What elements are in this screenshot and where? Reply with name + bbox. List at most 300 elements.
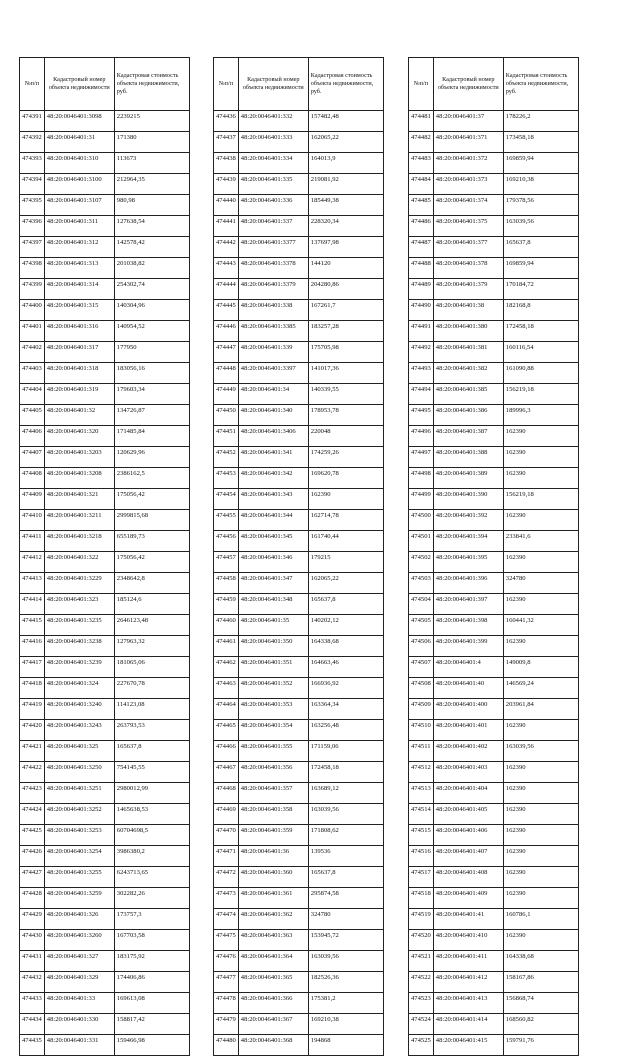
cadastral-number: 48:20:0046401:3208	[44, 468, 114, 489]
registry-table-1	[19, 57, 190, 1056]
row-number: 474393	[20, 153, 45, 174]
table-row	[409, 678, 579, 699]
cadastral-number: 48:20:0046401:407	[433, 846, 503, 867]
cadastral-value: 175056,42	[114, 489, 189, 510]
cadastral-value: 263793,53	[114, 720, 189, 741]
row-number: 474433	[20, 993, 45, 1014]
cadastral-value: 182168,8	[503, 300, 578, 321]
cadastral-number: 48:20:0046401:386	[433, 405, 503, 426]
table-row	[214, 867, 384, 888]
table-row	[409, 993, 579, 1014]
cadastral-number: 48:20:0046401:347	[238, 573, 308, 594]
table-row	[409, 195, 579, 216]
cadastral-value: 161740,44	[308, 531, 383, 552]
row-number: 474500	[409, 510, 434, 531]
row-number: 474501	[409, 531, 434, 552]
cadastral-number: 48:20:0046401:317	[44, 342, 114, 363]
table-row	[409, 951, 579, 972]
cadastral-number: 48:20:0046401:404	[433, 783, 503, 804]
table-row	[409, 594, 579, 615]
cadastral-number: 48:20:0046401:414	[433, 1014, 503, 1035]
table-row	[409, 531, 579, 552]
cadastral-value: 175705,98	[308, 342, 383, 363]
table-row	[409, 342, 579, 363]
row-number: 474403	[20, 363, 45, 384]
cadastral-value: 179215	[308, 552, 383, 573]
row-number: 474518	[409, 888, 434, 909]
cadastral-value: 212964,35	[114, 174, 189, 195]
cadastral-number: 48:20:0046401:395	[433, 552, 503, 573]
table-row	[214, 741, 384, 762]
cadastral-value: 2386162,5	[114, 468, 189, 489]
cadastral-value: 165637,8	[308, 594, 383, 615]
table-row	[409, 552, 579, 573]
row-number: 474514	[409, 804, 434, 825]
cadastral-value: 166936,92	[308, 678, 383, 699]
cadastral-value: 201038,82	[114, 258, 189, 279]
cadastral-number: 48:20:0046401:336	[238, 195, 308, 216]
cadastral-value: 2980012,99	[114, 783, 189, 804]
row-number: 474499	[409, 489, 434, 510]
cadastral-value: 3986380,2	[114, 846, 189, 867]
cadastral-value: 254302,74	[114, 279, 189, 300]
table-row	[20, 1035, 190, 1056]
table-row	[20, 426, 190, 447]
row-number: 474486	[409, 216, 434, 237]
row-number: 474413	[20, 573, 45, 594]
cadastral-value: 162390	[503, 846, 578, 867]
row-number: 474506	[409, 636, 434, 657]
row-number: 474449	[214, 384, 239, 405]
cadastral-value: 113673	[114, 153, 189, 174]
row-number: 474495	[409, 405, 434, 426]
row-number: 474507	[409, 657, 434, 678]
table-row	[20, 447, 190, 468]
cadastral-number: 48:20:0046401:389	[433, 468, 503, 489]
cadastral-value: 144120	[308, 258, 383, 279]
row-number: 474430	[20, 930, 45, 951]
row-number: 474412	[20, 552, 45, 573]
table-row	[214, 237, 384, 258]
table-row	[214, 804, 384, 825]
table-row	[214, 825, 384, 846]
cadastral-number: 48:20:0046401:374	[433, 195, 503, 216]
cadastral-value: 183175,92	[114, 951, 189, 972]
table-row	[409, 405, 579, 426]
cadastral-value: 179603,34	[114, 384, 189, 405]
cadastral-value: 120629,96	[114, 447, 189, 468]
cadastral-value: 156219,18	[503, 489, 578, 510]
table-row	[20, 699, 190, 720]
table-row	[214, 510, 384, 531]
cadastral-value: 171159,06	[308, 741, 383, 762]
cadastral-number: 48:20:0046401:359	[238, 825, 308, 846]
cadastral-value: 168560,82	[503, 1014, 578, 1035]
cadastral-value: 140202,12	[308, 615, 383, 636]
table-row	[214, 888, 384, 909]
row-number: 474415	[20, 615, 45, 636]
cadastral-value: 172458,18	[308, 762, 383, 783]
cadastral-value: 162714,78	[308, 510, 383, 531]
cadastral-value: 163256,48	[308, 720, 383, 741]
cadastral-value: 183257,28	[308, 321, 383, 342]
cadastral-number: 48:20:0046401:402	[433, 741, 503, 762]
row-number: 474402	[20, 342, 45, 363]
cadastral-value: 172458,18	[503, 321, 578, 342]
row-number: 474421	[20, 741, 45, 762]
cadastral-number: 48:20:0046401:365	[238, 972, 308, 993]
row-number: 474511	[409, 741, 434, 762]
cadastral-number: 48:20:0046401:3238	[44, 636, 114, 657]
cadastral-number: 48:20:0046401:363	[238, 930, 308, 951]
table-row	[409, 846, 579, 867]
row-number: 474451	[214, 426, 239, 447]
cadastral-number: 48:20:0046401:318	[44, 363, 114, 384]
cadastral-value: 169620,78	[308, 468, 383, 489]
row-number: 474458	[214, 573, 239, 594]
row-number: 474459	[214, 594, 239, 615]
row-number: 474468	[214, 783, 239, 804]
table-row	[409, 888, 579, 909]
cadastral-value: 295874,58	[308, 888, 383, 909]
row-number: 474428	[20, 888, 45, 909]
cadastral-number: 48:20:0046401:399	[433, 636, 503, 657]
table-row	[214, 762, 384, 783]
table-row	[214, 342, 384, 363]
cadastral-value: 60704698,5	[114, 825, 189, 846]
table-row	[20, 594, 190, 615]
cadastral-number: 48:20:0046401:360	[238, 867, 308, 888]
row-number: 474469	[214, 804, 239, 825]
cadastral-number: 48:20:0046401:333	[238, 132, 308, 153]
row-number: 474504	[409, 594, 434, 615]
cadastral-value: 160116,54	[503, 342, 578, 363]
header-cadastral-number: Кадастровый номер объекта недвижимости	[238, 58, 308, 111]
cadastral-value: 156868,74	[503, 993, 578, 1014]
table-row	[409, 930, 579, 951]
table-row	[214, 783, 384, 804]
cadastral-value: 324780	[308, 909, 383, 930]
row-number: 474487	[409, 237, 434, 258]
cadastral-number: 48:20:0046401:3406	[238, 426, 308, 447]
row-number: 474490	[409, 300, 434, 321]
cadastral-number: 48:20:0046401:3239	[44, 657, 114, 678]
cadastral-number: 48:20:0046401:340	[238, 405, 308, 426]
row-number: 474477	[214, 972, 239, 993]
row-number: 474521	[409, 951, 434, 972]
table-row	[214, 153, 384, 174]
cadastral-value: 165637,8	[308, 867, 383, 888]
cadastral-number: 48:20:0046401:3397	[238, 363, 308, 384]
cadastral-value: 183056,16	[114, 363, 189, 384]
cadastral-value: 324780	[503, 573, 578, 594]
row-number: 474488	[409, 258, 434, 279]
cadastral-number: 48:20:0046401:311	[44, 216, 114, 237]
header-number: №п/п	[214, 58, 239, 111]
cadastral-number: 48:20:0046401:3251	[44, 783, 114, 804]
table-row	[20, 762, 190, 783]
cadastral-value: 220048	[308, 426, 383, 447]
row-number: 474456	[214, 531, 239, 552]
row-number: 474408	[20, 468, 45, 489]
cadastral-number: 48:20:0046401:3211	[44, 510, 114, 531]
table-row	[409, 1035, 579, 1056]
table-row	[409, 762, 579, 783]
table-row	[214, 447, 384, 468]
table-row	[214, 678, 384, 699]
row-number: 474447	[214, 342, 239, 363]
row-number: 474505	[409, 615, 434, 636]
cadastral-value: 164663,46	[308, 657, 383, 678]
table-row	[214, 111, 384, 132]
table-row	[409, 321, 579, 342]
cadastral-number: 48:20:0046401:401	[433, 720, 503, 741]
registry-table-2	[213, 57, 384, 1056]
table-row	[20, 783, 190, 804]
cadastral-value: 163039,56	[503, 741, 578, 762]
row-number: 474454	[214, 489, 239, 510]
cadastral-number: 48:20:0046401:357	[238, 783, 308, 804]
cadastral-value: 157482,48	[308, 111, 383, 132]
cadastral-number: 48:20:0046401:371	[433, 132, 503, 153]
cadastral-value: 139536	[308, 846, 383, 867]
cadastral-value: 162390	[503, 825, 578, 846]
cadastral-number: 48:20:0046401:3377	[238, 237, 308, 258]
table-row	[409, 384, 579, 405]
cadastral-value: 159466,98	[114, 1035, 189, 1056]
cadastral-value: 185124,6	[114, 594, 189, 615]
row-number: 474524	[409, 1014, 434, 1035]
cadastral-number: 48:20:0046401:377	[433, 237, 503, 258]
table-row	[409, 468, 579, 489]
cadastral-value: 164338,68	[308, 636, 383, 657]
cadastral-value: 162390	[503, 930, 578, 951]
table-row	[20, 216, 190, 237]
cadastral-value: 171380	[114, 132, 189, 153]
table-row	[409, 489, 579, 510]
cadastral-value: 162390	[503, 447, 578, 468]
table-row	[20, 930, 190, 951]
table-row	[20, 111, 190, 132]
cadastral-value: 127638,54	[114, 216, 189, 237]
table-row	[20, 153, 190, 174]
table-row	[214, 426, 384, 447]
cadastral-value: 127963,32	[114, 636, 189, 657]
cadastral-value: 174259,26	[308, 447, 383, 468]
table-row	[214, 951, 384, 972]
cadastral-value: 134726,87	[114, 405, 189, 426]
cadastral-number: 48:20:0046401:31	[44, 132, 114, 153]
cadastral-value: 169210,38	[503, 174, 578, 195]
cadastral-value: 158167,86	[503, 972, 578, 993]
row-number: 474465	[214, 720, 239, 741]
row-number: 474522	[409, 972, 434, 993]
table-row	[20, 363, 190, 384]
cadastral-number: 48:20:0046401:398	[433, 615, 503, 636]
row-number: 474400	[20, 300, 45, 321]
cadastral-number: 48:20:0046401:354	[238, 720, 308, 741]
row-number: 474455	[214, 510, 239, 531]
row-number: 474416	[20, 636, 45, 657]
cadastral-number: 48:20:0046401:3240	[44, 699, 114, 720]
table-row	[409, 741, 579, 762]
cadastral-value: 140304,96	[114, 300, 189, 321]
cadastral-number: 48:20:0046401:355	[238, 741, 308, 762]
row-number: 474407	[20, 447, 45, 468]
table-row	[214, 489, 384, 510]
table-row	[214, 531, 384, 552]
cadastral-value: 980,98	[114, 195, 189, 216]
header-cadastral-value: Кадастровая стоимость объекта недвижимости, руб.	[308, 58, 383, 111]
table-row	[214, 279, 384, 300]
row-number: 474399	[20, 279, 45, 300]
cadastral-value: 175381,2	[308, 993, 383, 1014]
cadastral-number: 48:20:0046401:392	[433, 510, 503, 531]
row-number: 474509	[409, 699, 434, 720]
table-row	[20, 258, 190, 279]
table-row	[20, 195, 190, 216]
cadastral-number: 48:20:0046401:3203	[44, 447, 114, 468]
row-number: 474405	[20, 405, 45, 426]
row-number: 474395	[20, 195, 45, 216]
cadastral-number: 48:20:0046401:3229	[44, 573, 114, 594]
table-row	[20, 804, 190, 825]
cadastral-number: 48:20:0046401:351	[238, 657, 308, 678]
table-row	[20, 888, 190, 909]
table-row	[409, 804, 579, 825]
cadastral-value: 162390	[308, 489, 383, 510]
cadastral-number: 48:20:0046401:372	[433, 153, 503, 174]
cadastral-number: 48:20:0046401:356	[238, 762, 308, 783]
table-row	[214, 972, 384, 993]
table-row	[409, 825, 579, 846]
cadastral-value: 162390	[503, 468, 578, 489]
table-row	[409, 615, 579, 636]
row-number: 474470	[214, 825, 239, 846]
row-number: 474431	[20, 951, 45, 972]
table-row	[20, 237, 190, 258]
table-row	[214, 216, 384, 237]
row-number: 474445	[214, 300, 239, 321]
row-number: 474406	[20, 426, 45, 447]
cadastral-number: 48:20:0046401:4	[433, 657, 503, 678]
row-number: 474498	[409, 468, 434, 489]
cadastral-number: 48:20:0046401:325	[44, 741, 114, 762]
row-number: 474525	[409, 1035, 434, 1056]
table-row	[409, 174, 579, 195]
cadastral-value: 174406,86	[114, 972, 189, 993]
cadastral-number: 48:20:0046401:378	[433, 258, 503, 279]
cadastral-value: 2348642,8	[114, 573, 189, 594]
row-number: 474461	[214, 636, 239, 657]
cadastral-number: 48:20:0046401:3250	[44, 762, 114, 783]
table-row	[409, 363, 579, 384]
cadastral-value: 302282,26	[114, 888, 189, 909]
row-number: 474475	[214, 930, 239, 951]
cadastral-value: 219081,92	[308, 174, 383, 195]
header-cadastral-value: Кадастровая стоимость объекта недвижимости, руб.	[503, 58, 578, 111]
table-row	[214, 930, 384, 951]
table-row	[20, 552, 190, 573]
cadastral-number: 48:20:0046401:353	[238, 699, 308, 720]
table-row	[409, 783, 579, 804]
cadastral-number: 48:20:0046401:366	[238, 993, 308, 1014]
cadastral-number: 48:20:0046401:3259	[44, 888, 114, 909]
row-number: 474464	[214, 699, 239, 720]
table-row	[409, 510, 579, 531]
cadastral-number: 48:20:0046401:323	[44, 594, 114, 615]
cadastral-value: 163039,56	[308, 804, 383, 825]
cadastral-number: 48:20:0046401:342	[238, 468, 308, 489]
cadastral-number: 48:20:0046401:3235	[44, 615, 114, 636]
row-number: 474427	[20, 867, 45, 888]
row-number: 474398	[20, 258, 45, 279]
table-row	[409, 111, 579, 132]
table-row	[214, 615, 384, 636]
table-row	[214, 468, 384, 489]
row-number: 474411	[20, 531, 45, 552]
cadastral-number: 48:20:0046401:3252	[44, 804, 114, 825]
cadastral-value: 162390	[503, 804, 578, 825]
cadastral-number: 48:20:0046401:315	[44, 300, 114, 321]
cadastral-value: 160441,32	[503, 615, 578, 636]
cadastral-number: 48:20:0046401:415	[433, 1035, 503, 1056]
header-row	[20, 58, 190, 111]
cadastral-number: 48:20:0046401:344	[238, 510, 308, 531]
cadastral-number: 48:20:0046401:412	[433, 972, 503, 993]
cadastral-value: 162390	[503, 762, 578, 783]
cadastral-value: 164013,9	[308, 153, 383, 174]
header-number: №п/п	[20, 58, 45, 111]
cadastral-number: 48:20:0046401:330	[44, 1014, 114, 1035]
cadastral-number: 48:20:0046401:33	[44, 993, 114, 1014]
table-row	[409, 972, 579, 993]
cadastral-value: 162390	[503, 888, 578, 909]
cadastral-value: 169859,94	[503, 153, 578, 174]
table-row	[409, 573, 579, 594]
cadastral-value: 165637,8	[503, 237, 578, 258]
table-row	[214, 573, 384, 594]
cadastral-number: 48:20:0046401:394	[433, 531, 503, 552]
cadastral-value: 163364,34	[308, 699, 383, 720]
row-number: 474480	[214, 1035, 239, 1056]
cadastral-value: 655189,73	[114, 531, 189, 552]
table-row	[214, 636, 384, 657]
cadastral-number: 48:20:0046401:373	[433, 174, 503, 195]
cadastral-value: 1465638,53	[114, 804, 189, 825]
header-cadastral-number: Кадастровый номер объекта недвижимости	[433, 58, 503, 111]
cadastral-value: 185449,38	[308, 195, 383, 216]
cadastral-value: 114123,08	[114, 699, 189, 720]
row-number: 474502	[409, 552, 434, 573]
table-row	[214, 720, 384, 741]
cadastral-number: 48:20:0046401:358	[238, 804, 308, 825]
cadastral-value: 158817,42	[114, 1014, 189, 1035]
cadastral-number: 48:20:0046401:346	[238, 552, 308, 573]
row-number: 474446	[214, 321, 239, 342]
row-number: 474438	[214, 153, 239, 174]
cadastral-number: 48:20:0046401:413	[433, 993, 503, 1014]
cadastral-number: 48:20:0046401:345	[238, 531, 308, 552]
cadastral-value: 181065,06	[114, 657, 189, 678]
cadastral-number: 48:20:0046401:322	[44, 552, 114, 573]
cadastral-value: 162065,22	[308, 132, 383, 153]
row-number: 474473	[214, 888, 239, 909]
table-row	[20, 174, 190, 195]
cadastral-number: 48:20:0046401:312	[44, 237, 114, 258]
table-row	[20, 132, 190, 153]
cadastral-value: 142578,42	[114, 237, 189, 258]
